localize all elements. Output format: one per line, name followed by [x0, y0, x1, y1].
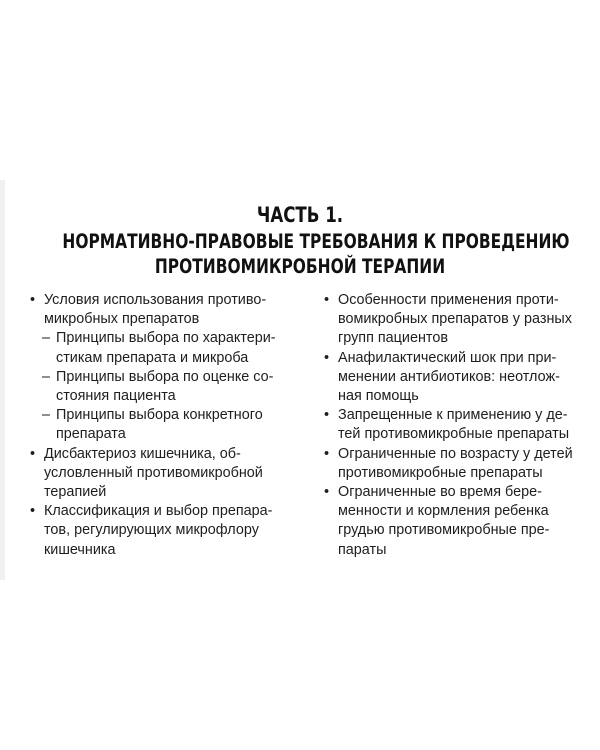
bullet-marker: • — [324, 407, 330, 424]
list-item — [320, 291, 590, 349]
list-item-text: Принципы выбора конкретного — [56, 407, 263, 424]
list-item-text: параты — [338, 541, 387, 558]
list-item — [26, 502, 296, 560]
list-item-text: Принципы выбора по характери- — [56, 330, 276, 347]
list-item-text: Запрещенные к применению у де- — [338, 407, 568, 424]
bullet-marker: • — [324, 292, 330, 308]
list-item-text: условленный противомикробной — [44, 464, 263, 481]
chapter-title-line-1: НОРМАТИВНО-ПРАВОВЫЕ ТРЕБОВАНИЯ К ПРОВЕДЕНИЮ — [62, 230, 570, 253]
list-item-text: Условия использования противо- — [44, 292, 267, 308]
bullet-marker: • — [324, 349, 330, 366]
part-number: ЧАСТЬ 1. — [256, 203, 344, 227]
list-item-text: групп пациентов — [338, 330, 448, 347]
list-item-text: Особенности применения проти- — [338, 292, 559, 308]
list-item — [26, 445, 296, 503]
list-item-text: микробных препаратов — [44, 311, 200, 328]
bullet-marker: • — [324, 484, 330, 501]
page-edge-shadow — [0, 180, 5, 580]
dash-marker: – — [42, 407, 51, 424]
chapter-title-line-2: ПРОТИВОМИКРОБНОЙ ТЕРАПИИ — [154, 255, 446, 278]
list-item-text: противомикробные препараты — [338, 464, 543, 481]
sub-list-item — [26, 406, 296, 444]
list-item-text: вомикробных препаратов у разных — [338, 311, 572, 328]
list-item-text: Классификация и выбор препара- — [44, 503, 273, 520]
sub-list-item — [26, 368, 296, 406]
list-item — [320, 483, 590, 560]
list-item-text: Дисбактериоз кишечника, об- — [44, 445, 241, 462]
bullet-marker: • — [30, 503, 36, 520]
list-item-text: терапией — [44, 484, 107, 501]
chapter-heading — [62, 203, 570, 279]
list-item-text: кишечника — [44, 541, 116, 558]
left-topic-list — [26, 291, 296, 560]
list-item — [26, 291, 296, 329]
list-item-text: препарата — [56, 426, 126, 443]
dash-marker: – — [42, 368, 51, 385]
list-item-text: Ограниченные по возрасту у детей — [338, 445, 573, 462]
list-item — [320, 406, 590, 444]
list-item — [320, 349, 590, 407]
list-item-text: менении антибиотиков: неотлож- — [338, 368, 560, 385]
bullet-marker: • — [30, 445, 36, 462]
sub-list-item — [26, 329, 296, 367]
bullet-marker: • — [30, 292, 36, 308]
list-item-text: тов, регулирующих микрофлору — [44, 522, 259, 539]
list-item-text: Анафилактический шок при при- — [338, 349, 557, 366]
right-topic-list — [320, 291, 590, 560]
list-item-text: грудью противомикробные пре- — [338, 522, 550, 539]
list-item — [320, 445, 590, 483]
topics-columns — [26, 291, 586, 558]
list-item-text: стояния пациента — [56, 388, 176, 405]
list-item-text: менности и кормления ребенка — [338, 503, 549, 520]
list-item-text: ная помощь — [338, 388, 419, 405]
list-item-text: Принципы выбора по оценке со- — [56, 368, 274, 385]
dash-marker: – — [42, 330, 51, 347]
list-item-text: тей противомикробные препараты — [338, 426, 570, 443]
bullet-marker: • — [324, 445, 330, 462]
list-item-text: Ограниченные во время бере- — [338, 484, 542, 501]
list-item-text: стикам препарата и микроба — [56, 349, 249, 366]
